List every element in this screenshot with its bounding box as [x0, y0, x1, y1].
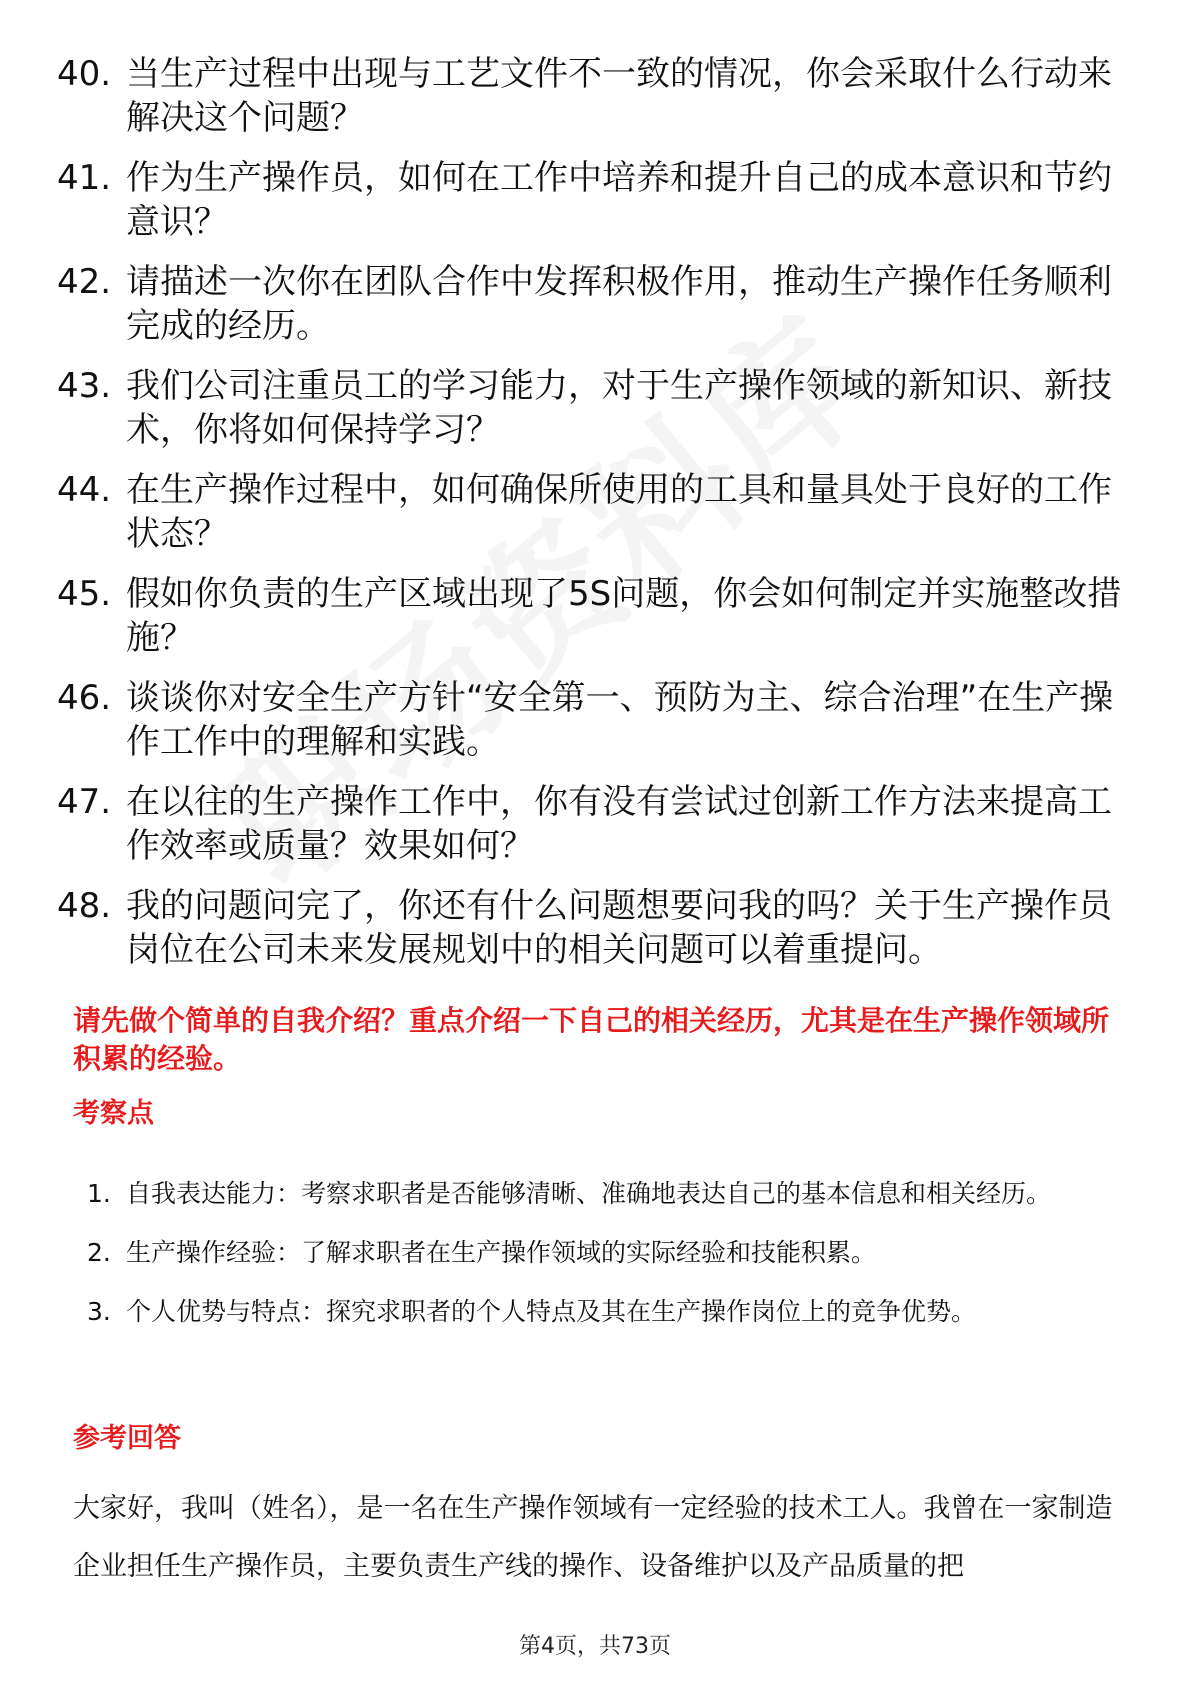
question-text: 在生产操作过程中，如何确保所使用的工具和量具处于良好的工作状态？: [126, 470, 1112, 554]
question-item: [0, 260, 1190, 348]
question-text: 谈谈你对安全生产方针“安全第一、预防为主、综合治理”在生产操作工作中的理解和实践。: [126, 678, 1114, 762]
section-heading-answer: 参考回答: [73, 1423, 181, 1454]
question-text: 我们公司注重员工的学习能力，对于生产操作领域的新知识、新技术，你将如何保持学习？: [126, 366, 1112, 450]
highlight-question: 请先做个简单的自我介绍？重点介绍一下自己的相关经历，尤其是在生产操作领域所积累的经验。: [73, 1004, 1110, 1075]
question-item: [0, 676, 1190, 764]
question-number: 44.: [57, 470, 112, 510]
question-item: [0, 156, 1190, 244]
question-list: [0, 52, 1190, 988]
question-text: 假如你负责的生产区域出现了5S问题，你会如何制定并实施整改措施？: [126, 574, 1122, 658]
point-number: 3.: [87, 1297, 111, 1326]
question-number: 47.: [57, 782, 112, 822]
point-text: 个人优势与特点：探究求职者的个人特点及其在生产操作岗位上的竞争优势。: [126, 1297, 977, 1326]
question-number: 41.: [57, 158, 112, 198]
question-item: [0, 572, 1190, 660]
question-number: 42.: [57, 262, 112, 302]
point-number: 1.: [87, 1179, 111, 1208]
answer-paragraph: 大家好，我叫（姓名），是一名在生产操作领域有一定经验的技术工人。我曾在一家制造企业担任生产操作员，主要负责生产线的操作、设备维护以及产品质量的把: [73, 1493, 1113, 1582]
point-text: 生产操作经验：了解求职者在生产操作领域的实际经验和技能积累。: [126, 1238, 877, 1267]
question-number: 48.: [57, 886, 112, 926]
question-text: 当生产过程中出现与工艺文件不一致的情况，你会采取什么行动来解决这个问题？: [126, 54, 1112, 138]
section-heading-assessment: 考察点: [73, 1098, 154, 1129]
question-item: [0, 468, 1190, 556]
question-number: 46.: [57, 678, 112, 718]
question-text: 我的问题问完了，你还有什么问题想要问我的吗？关于生产操作员岗位在公司未来发展规划中的相关问题可以着重提问。: [126, 886, 1112, 970]
assessment-point: [0, 1165, 1190, 1222]
question-item: [0, 884, 1190, 972]
question-number: 43.: [57, 366, 112, 406]
point-text: 自我表达能力：考察求职者是否能够清晰、准确地表达自己的基本信息和相关经历。: [126, 1179, 1052, 1208]
question-number: 45.: [57, 574, 112, 614]
question-item: [0, 780, 1190, 868]
page-footer: 第4页，共73页: [519, 1634, 671, 1659]
assessment-point: [0, 1224, 1190, 1281]
question-text: 请描述一次你在团队合作中发挥积极作用，推动生产操作任务顺利完成的经历。: [126, 262, 1112, 346]
question-number: 40.: [57, 54, 112, 94]
assessment-point: [0, 1283, 1190, 1340]
question-text: 在以往的生产操作工作中，你有没有尝试过创新工作方法来提高工作效率或质量？效果如何？: [126, 782, 1112, 866]
question-item: [0, 52, 1190, 140]
assessment-point-list: [0, 1165, 1190, 1342]
point-number: 2.: [87, 1238, 111, 1267]
question-text: 作为生产操作员，如何在工作中培养和提升自己的成本意识和节约意识？: [126, 158, 1112, 242]
question-item: [0, 364, 1190, 452]
